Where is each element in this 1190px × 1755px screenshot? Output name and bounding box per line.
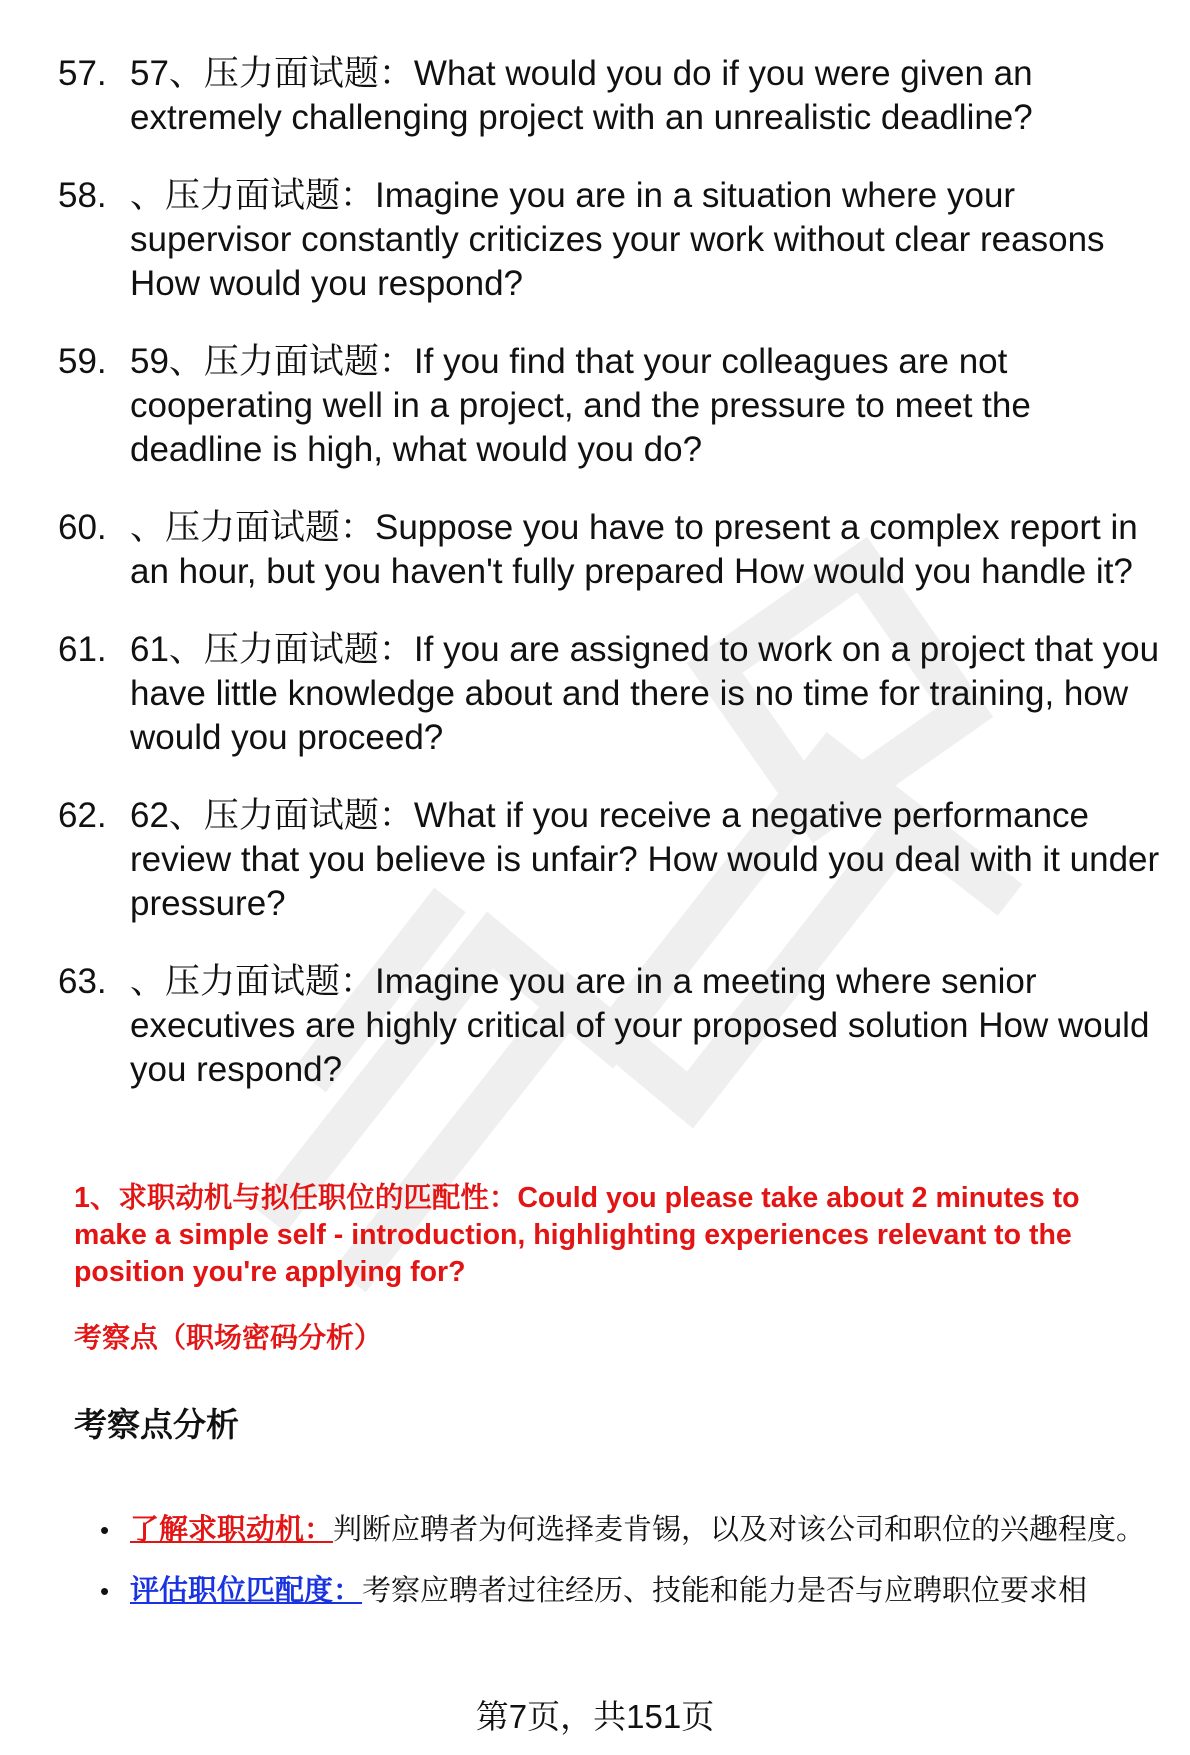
question-item [58, 174, 1168, 306]
question-number: 61. [58, 630, 107, 669]
bullet-text: 考察应聘者过往经历、技能和能力是否与应聘职位要求相 [362, 1575, 1088, 1607]
question-number: 59. [58, 342, 107, 381]
analysis-bullet [100, 1561, 1160, 1622]
question-text: 、压力面试题：Imagine you are in a situation where your supervisor constantly criticizes your work without clear reasons How would you respond? [130, 176, 1105, 303]
analysis-bullet [100, 1500, 1160, 1561]
question-text: 、压力面试题：Suppose you have to present a complex report in an hour, but you haven't fully prepared How would you handle it? [130, 508, 1138, 591]
bullet-label-link[interactable]: 了解求职动机： [130, 1514, 334, 1546]
page-footer: 第7页，共151页 [475, 1698, 715, 1735]
question-item [58, 960, 1168, 1092]
bullet-text: 判断应聘者为何选择麦肯锡，以及对该公司和职位的兴趣程度。 [333, 1514, 1146, 1546]
assessment-point-title: 考察点（职场密码分析） [74, 1322, 383, 1353]
question-item [58, 794, 1168, 926]
question-text: 59、压力面试题：If you find that your colleagues are not cooperating well in a project, and the pressure to meet the deadline is high, what would you do? [130, 342, 1031, 469]
question-number: 57. [58, 54, 107, 93]
question-item [58, 340, 1168, 472]
question-text: 、压力面试题：Imagine you are in a meeting where senior executives are highly critical of your proposed solution How would you respond? [130, 962, 1150, 1089]
bullet-label-link[interactable]: 评估职位匹配度： [130, 1575, 363, 1607]
question-text: 57、压力面试题：What would you do if you were given an extremely challenging project with an unrealistic deadline? [130, 54, 1033, 137]
question-list [58, 52, 1168, 1126]
question-text: 62、压力面试题：What if you receive a negative performance review that you believe is unfair? How would you deal with it under pressure? [130, 796, 1160, 923]
bullet-dot-icon: • [100, 1576, 110, 1606]
analysis-heading: 考察点分析 [74, 1406, 239, 1443]
question-item [58, 52, 1168, 140]
analysis-bullet-list [100, 1500, 1160, 1622]
question-item [58, 506, 1168, 594]
question-number: 62. [58, 796, 107, 835]
question-item [58, 628, 1168, 760]
bullet-dot-icon: • [100, 1515, 110, 1545]
question-text: 61、压力面试题：If you are assigned to work on a project that you have little knowledge about and there is no time for training, how would you proceed? [130, 630, 1160, 757]
highlighted-question: 1、求职动机与拟任职位的匹配性：Could you please take about 2 minutes to make a simple self - introduction, highlighting experiences relevant to the position you're applying for? [74, 1182, 1080, 1288]
question-number: 63. [58, 962, 107, 1001]
question-number: 60. [58, 508, 107, 547]
question-number: 58. [58, 176, 107, 215]
